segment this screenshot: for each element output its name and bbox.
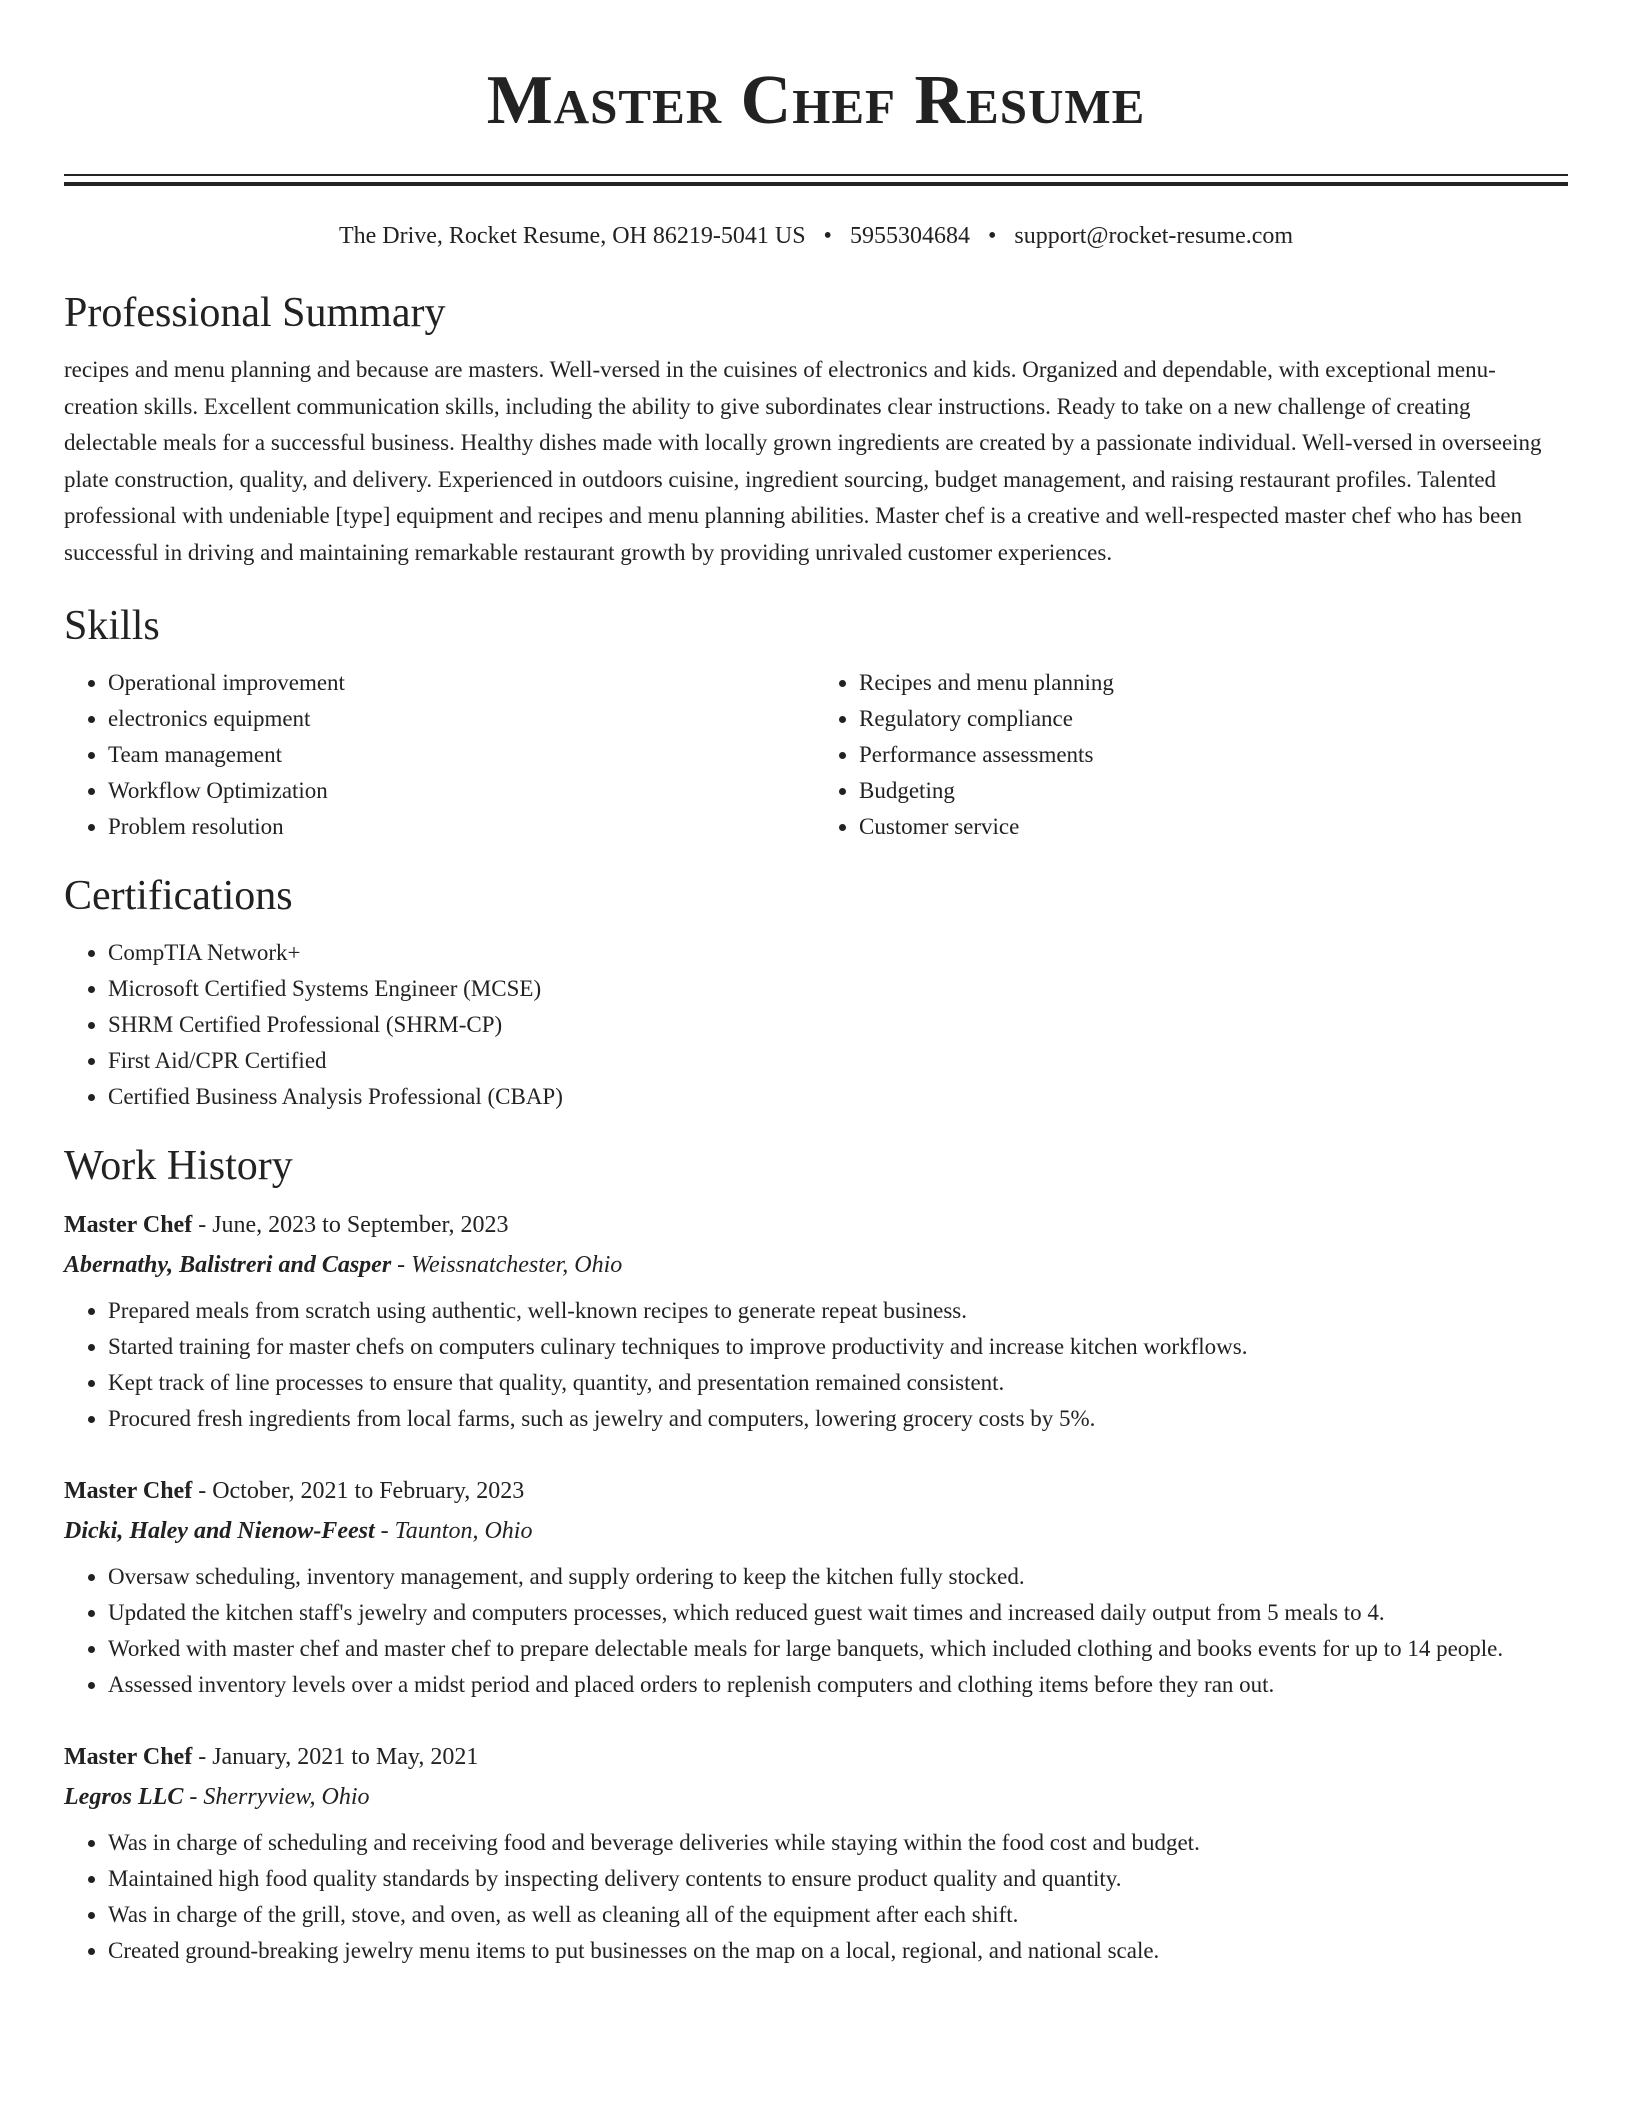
- header-divider-thick: [64, 182, 1568, 186]
- skills-column-left: [64, 665, 816, 845]
- job-entry: [64, 1205, 1568, 1437]
- job-bullet: • Assessed inventory levels over a midst period and placed orders to replenish computers and clothing items before they ran out.: [108, 1667, 1568, 1703]
- contact-separator: •: [987, 223, 997, 249]
- summary-text: recipes and menu planning and because are masters. Well-versed in the cuisines of electronics and kids. Organized and dependable, with exceptional menu-creation skills. Excellent communication skills, including the ability to give subordinates clear instructions. Ready to take on a new challenge of creating delectable meals for a successful business. Healthy dishes made with locally grown ingredients are created by a passionate individual. Well-versed in overseeing plate construction, quality, and delivery. Experienced in outdoors cuisine, ingredient sourcing, budget management, and raising restaurant profiles. Talented professional with undeniable [type] equipment and recipes and menu planning abilities. Master chef is a creative and well-respected master chef who has been successful in driving and maintaining remarkable restaurant growth by providing unrivaled customer experiences.: [64, 357, 1542, 565]
- job-bullet: • Worked with master chef and master chef to prepare delectable meals for large banquets, which included clothing and books events for up to 14 people.: [108, 1631, 1568, 1667]
- skill-item: • Performance assessments: [859, 737, 1568, 773]
- job-location: Sherryview, Ohio: [203, 1784, 370, 1810]
- skill-item: • Operational improvement: [108, 665, 816, 701]
- job-bullet: • Prepared meals from scratch using authentic, well-known recipes to generate repeat business.: [108, 1293, 1568, 1329]
- job-bullet: • Started training for master chefs on computers culinary techniques to improve productivity and increase kitchen workflows.: [108, 1329, 1568, 1365]
- job-company-line: Abernathy, Balistreri and Casper - Weissnatchester, Ohio: [64, 1252, 623, 1278]
- job-dates: June, 2023 to September, 2023: [212, 1212, 509, 1238]
- job-entry: [64, 1737, 1568, 1969]
- certification-item: • Microsoft Certified Systems Engineer (MCSE): [108, 971, 1568, 1007]
- work-history-heading: Work History: [64, 1143, 293, 1189]
- certification-item: • Certified Business Analysis Professional (CBAP): [108, 1079, 1568, 1115]
- job-bullet: • Was in charge of scheduling and receiving food and beverage deliveries while staying within the food cost and budget.: [108, 1825, 1568, 1861]
- job-location: Taunton, Ohio: [394, 1518, 533, 1544]
- job-location: Weissnatchester, Ohio: [411, 1252, 623, 1278]
- job-bullets: [64, 1293, 1568, 1437]
- job-bullet: • Oversaw scheduling, inventory management, and supply ordering to keep the kitchen fully stocked.: [108, 1559, 1568, 1595]
- skill-item: • Recipes and menu planning: [859, 665, 1568, 701]
- header-divider-thin: [64, 174, 1568, 176]
- contact-line: [64, 220, 1568, 252]
- skills-column-right: [816, 665, 1568, 845]
- skill-item: • Customer service: [859, 809, 1568, 845]
- job-title-line: Master Chef - June, 2023 to September, 2023: [64, 1212, 509, 1238]
- certification-item: • CompTIA Network+: [108, 935, 1568, 971]
- contact-separator: •: [823, 223, 832, 249]
- job-bullet: • Procured fresh ingredients from local farms, such as jewelry and computers, lowering grocery costs by 5%.: [108, 1401, 1568, 1437]
- job-company: Legros LLC: [64, 1784, 184, 1810]
- skills-list: [64, 665, 1568, 845]
- skill-item: • Workflow Optimization: [108, 773, 816, 809]
- job-role: Master Chef: [64, 1744, 193, 1770]
- job-bullet: • Was in charge of the grill, stove, and oven, as well as cleaning all of the equipment after each shift.: [108, 1897, 1568, 1933]
- job-bullets: [64, 1559, 1568, 1703]
- skill-item: • Team management: [108, 737, 816, 773]
- job-role: Master Chef: [64, 1212, 193, 1238]
- certifications-heading: Certifications: [64, 873, 293, 919]
- job-title-line: Master Chef - January, 2021 to May, 2021: [64, 1744, 479, 1770]
- certifications-list: [64, 935, 1568, 1115]
- job-company-line: Dicki, Haley and Nienow-Feest - Taunton, Ohio: [64, 1518, 533, 1544]
- job-bullets: [64, 1825, 1568, 1969]
- job-bullet: • Created ground-breaking jewelry menu items to put businesses on the map on a local, regional, and national scale.: [108, 1933, 1568, 1969]
- job-bullet: • Updated the kitchen staff's jewelry and computers processes, which reduced guest wait times and increased daily output from 5 meals to 4.: [108, 1595, 1568, 1631]
- skill-item: • Budgeting: [859, 773, 1568, 809]
- contact-phone: 5955304684: [849, 223, 970, 249]
- job-company: Abernathy, Balistreri and Casper: [64, 1252, 392, 1278]
- certification-item: • SHRM Certified Professional (SHRM-CP): [108, 1007, 1568, 1043]
- job-company-line: Legros LLC - Sherryview, Ohio: [64, 1784, 370, 1810]
- job-entry: [64, 1471, 1568, 1703]
- skill-item: • Regulatory compliance: [859, 701, 1568, 737]
- resume-name: Master Chef Resume: [486, 62, 1146, 139]
- skill-item: • Problem resolution: [108, 809, 816, 845]
- job-dates: January, 2021 to May, 2021: [212, 1744, 479, 1770]
- contact-email: support@rocket-resume.com: [1014, 223, 1294, 249]
- job-title-line: Master Chef - October, 2021 to February, 2023: [64, 1478, 525, 1504]
- job-role: Master Chef: [64, 1478, 193, 1504]
- job-bullet: • Maintained high food quality standards by inspecting delivery contents to ensure product quality and quantity.: [108, 1861, 1568, 1897]
- job-dates: October, 2021 to February, 2023: [212, 1478, 525, 1504]
- certification-item: • First Aid/CPR Certified: [108, 1043, 1568, 1079]
- job-company: Dicki, Haley and Nienow-Feest: [64, 1518, 375, 1544]
- contact-address: The Drive, Rocket Resume, OH 86219-5041 US: [338, 223, 806, 249]
- job-bullet: • Kept track of line processes to ensure that quality, quantity, and presentation remained consistent.: [108, 1365, 1568, 1401]
- summary-heading: Professional Summary: [64, 290, 446, 336]
- skill-item: • electronics equipment: [108, 701, 816, 737]
- skills-heading: Skills: [64, 603, 160, 649]
